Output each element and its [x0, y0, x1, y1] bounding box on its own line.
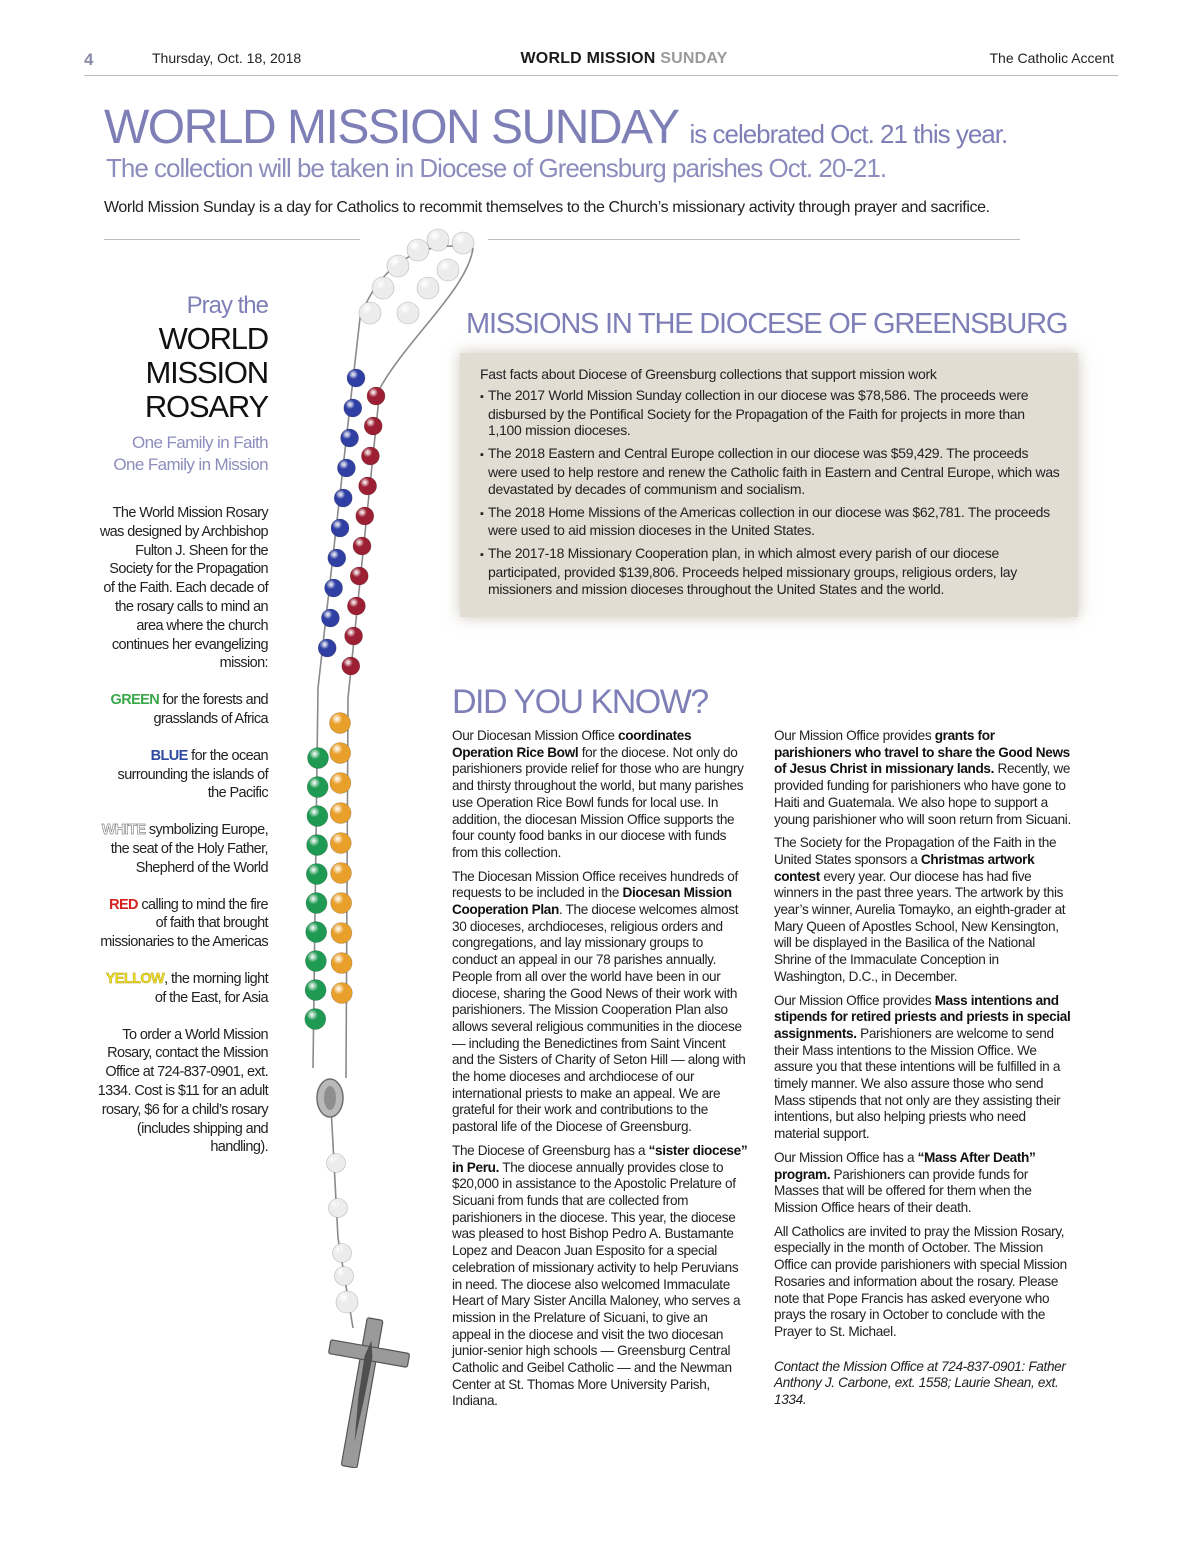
paragraph-text: Recently, we provided funding for parishioners who have gone to Haiti and Guatemala. We also hope to support a young parishioner who will soon return from Sicuani. — [774, 761, 1071, 827]
paragraph-text: every year. Our diocese has had five winners in the past three years. The artwork by this year’s winner, Aurelia Tomayko, an eighth-grader at Mary Queen of Apostles School, New Kensington, will be displayed in the Basilica of the National Shrine of the Immaculate Conception in Washington, D.C., in December. — [774, 868, 1066, 984]
paragraph-text: Our Mission Office provides — [774, 992, 935, 1008]
order-info: To order a World Mission Rosary, contact the Mission Office at 724-837-0901, ext. 1334. Cost is $11 for an adult rosary, $6 for a child’s rosary (includes shipping and handling). — [97, 1026, 268, 1156]
rosary-bead — [333, 1244, 352, 1263]
paragraph-text: Our Mission Office has a — [774, 1149, 918, 1165]
rosary-bead — [336, 1291, 358, 1313]
rosary-bead — [331, 953, 352, 974]
rosary-bead — [321, 609, 339, 627]
issue-date: Thursday, Oct. 18, 2018 — [152, 50, 302, 66]
rosary-bead — [330, 713, 351, 734]
paragraph-emphasis: Diocesan Mission Cooperation Plan — [452, 885, 732, 918]
rosary-bead — [330, 773, 351, 794]
rosary-bead — [350, 567, 368, 585]
rosary-bead — [341, 429, 359, 447]
rosary-bead — [305, 980, 326, 1001]
missions-title: MISSIONS IN THE DIOCESE OF GREENSBURG — [466, 308, 1068, 340]
paragraph-emphasis: coordinates Operation Rice Bowl — [452, 728, 692, 760]
rosary-bead — [328, 549, 346, 567]
rosary-sidebar — [96, 290, 268, 1157]
paragraph-text: Parishioners are welcome to send their Mass intentions to the Mission Office. We assure you that these intentions will be fulfilled in a timely manner. We also assure those who send Mass stipends that not only are they assisting their intentions, but also helping priests who need material support. — [774, 1025, 1061, 1142]
color-red-label: RED — [109, 896, 138, 913]
rosary-bead — [331, 983, 352, 1004]
tagline-line: One Family in Mission — [113, 455, 268, 474]
did-you-know-column-2 — [774, 728, 1072, 1416]
paragraph-emphasis: Mass intentions and stipends for retired priests and priests in special assignments. — [774, 992, 1071, 1041]
rosary-bead — [359, 302, 381, 324]
paragraph-text: The diocese annually provides close to $20,000 in assistance to the Apostolic Prelature of Sicuani from funds that are collected from parishioners in the diocese. This year, the diocese was pleased to host Bishop Pedro A. Bustamante Lopez and Deacon Juan Esposito for a special celebration of missionary activity to help Peruvians in need. The diocese also welcomed Immaculate Heart of Mary Sister Ancilla Maloney, who serves a mission in the Prelature of Sicuani, to give an appeal in the diocese and visit the two diocesan junior-senior high schools — Greensburg Central Catholic and Geibel Catholic — and the Newman Center at St. Thomas More University Parish, Indiana. — [452, 1159, 741, 1409]
paragraph-text: . The diocese welcomes almost 30 dioceses, archdioceses, religious orders and congregations, and lay missionary groups to conduct an appeal in our 78 parishes annually. People from all over the world have been in our diocese, sharing the Good News of their work with parishioners. The Mission Cooperation Plan also allows several religious communities in the diocese — including the Benedictines from Saint Vincent and the Sisters of Charity of Seton Hill — along with the home dioceses and archdiocese of our international priests to make an appeal. We are grateful for their work and contributions to the pastoral life of the Diocese of Greensburg. — [452, 902, 746, 1135]
fast-facts-box — [460, 353, 1078, 617]
paragraph-text: Our Mission Office provides — [774, 728, 935, 743]
rosary-bead — [331, 923, 352, 944]
color-white-text: symbolizing Europe, the seat of the Holy Father, Shepherd of the World — [110, 822, 268, 876]
rosary-bead — [306, 893, 327, 914]
paragraph-text: Parishioners can provide funds for Masses that will be offered for them when the Mission Office hears of their death. — [774, 1166, 1032, 1215]
article-paragraph — [774, 835, 1072, 985]
section-title-light: SUNDAY — [660, 50, 728, 67]
rosary-bead — [361, 447, 379, 465]
rosary-bead — [307, 835, 328, 856]
rosary-bead — [437, 259, 459, 281]
section-title-bold: WORLD MISSION — [520, 50, 656, 67]
rosary-bead — [356, 507, 374, 525]
page-title-main: WORLD MISSION SUNDAY — [104, 101, 678, 154]
fast-facts-intro: Fast facts about Diocese of Greensburg collections that support mission work — [480, 366, 937, 382]
rosary-bead — [359, 477, 377, 495]
rosary-bead — [306, 922, 327, 943]
rosary-bead — [330, 803, 351, 824]
contact-info: Contact the Mission Office at 724-837-0901: Father Anthony J. Carbone, ext. 1558; Laurie Shean, ext. 1334. — [774, 1358, 1066, 1408]
paragraph-text: for the diocese. Not only do parishioners provide relief for those who are hungry and thirsty throughout the world, but many parishes use Operation Rice Bowl funds for local use. In addition, the diocesan Mission Office supports the four county food banks in our diocese with funds from this collection. — [452, 744, 744, 860]
color-green-label: GREEN — [110, 692, 160, 709]
rosary-bead — [397, 302, 419, 324]
header-divider — [84, 75, 1118, 76]
paragraph-text: The Diocesan Mission Office receives hundreds of requests to be included in the — [452, 868, 738, 901]
rosary-bead — [307, 806, 328, 827]
color-white-label: WHITE — [101, 822, 146, 839]
rosary-bead — [347, 597, 365, 615]
page-subtitle: The collection will be taken in Diocese of Greensburg parishes Oct. 20-21. — [106, 153, 887, 183]
color-yellow-item — [96, 970, 268, 1008]
page-number: 4 — [84, 50, 94, 69]
color-red-item — [96, 896, 268, 952]
rosary-bead — [329, 1199, 348, 1218]
rosary-bead — [387, 255, 409, 277]
rosary-bead — [327, 1154, 346, 1173]
fast-fact-item: ▪ The 2017-18 Missionary Cooperation plan, in which almost every parish of our diocese participated, provided $139,806. Proceeds helped missionary groups, religious orders, lay missioners and mission dioceses throughout the United States and the world. — [480, 545, 1060, 597]
color-green-text: for the forests and grasslands of Africa — [153, 692, 268, 727]
intro-text: World Mission Sunday is a day for Catholics to recommit themselves to the Church’s missionary activity through prayer and sacrifice. — [104, 199, 990, 216]
article-paragraph — [452, 869, 748, 1136]
article-paragraph — [452, 1143, 748, 1410]
paragraph-text: Our Diocesan Mission Office — [452, 728, 618, 743]
rosary-bead — [372, 277, 394, 299]
rosary-bead — [407, 239, 429, 261]
rosary-bead — [337, 459, 355, 477]
rosary-bead — [331, 893, 352, 914]
article-paragraph — [774, 993, 1072, 1143]
paragraph-emphasis: grants for parishioners who travel to share the Good News of Jesus Christ in missionary lands. — [774, 728, 1070, 777]
rosary-bead — [417, 277, 439, 299]
did-you-know-column-1 — [452, 728, 748, 1417]
color-blue-text: for the ocean surrounding the islands of the Pacific — [117, 747, 268, 802]
rosary-bead — [305, 951, 326, 972]
rosary-title-line: MISSION — [145, 355, 268, 390]
rosary-bead — [367, 387, 385, 405]
did-you-know-title: DID YOU KNOW? — [452, 683, 708, 721]
tagline-line: One Family in Faith — [132, 433, 268, 452]
rosary-tagline — [96, 432, 268, 476]
rosary-bead — [308, 748, 329, 769]
rosary-bead — [347, 369, 365, 387]
rosary-bead — [306, 864, 327, 885]
fast-fact-item: ▪ The 2018 Home Missions of the Americas collection in our diocese was $62,781. The proceeds were used to aid mission dioceses in the United States. — [480, 504, 1060, 540]
paragraph-emphasis: Christmas artwork contest — [774, 851, 1035, 884]
color-blue-item — [96, 747, 268, 803]
divider-right — [488, 239, 1020, 240]
rosary-bead — [364, 417, 382, 435]
color-blue-label: BLUE — [150, 747, 188, 764]
rosary-description: The World Mission Rosary was designed by Archbishop Fulton J. Sheen for the Society for the Propagation of the Faith. Each decade of the rosary calls to mind an area where the church continues her evangelizing mission: — [99, 505, 268, 672]
article-paragraph — [774, 1224, 1072, 1341]
rosary-bead — [345, 627, 363, 645]
color-yellow-text: , the morning light of the East, for Asia — [154, 970, 268, 1006]
rosary-bead — [353, 537, 371, 555]
color-red-text: calling to mind the fire of faith that brought missionaries to the Americas — [100, 896, 268, 951]
color-yellow-label: YELLOW — [105, 970, 165, 987]
rosary-bead — [334, 489, 352, 507]
paragraph-text: The Society for the Propagation of the Faith in the United States sponsors a — [774, 835, 1057, 867]
rosary-bead — [330, 833, 351, 854]
color-green-item — [96, 691, 268, 729]
rosary-bead — [344, 399, 362, 417]
rosary-title-line: WORLD — [158, 321, 268, 356]
rosary-title-line: ROSARY — [144, 389, 268, 424]
article-paragraph — [452, 728, 748, 862]
paragraph-text: The Diocese of Greensburg has a — [452, 1142, 649, 1158]
paragraph-emphasis: “sister diocese” in Peru. — [452, 1142, 748, 1175]
pray-the-label: Pray the — [186, 292, 268, 319]
rosary-bead — [330, 743, 351, 764]
fast-fact-item: ▪ The 2017 World Mission Sunday collection in our diocese was $78,586. The proceeds were disbursed by the Pontifical Society for the Propagation of the Faith for projects in more than 1,100 mission dioceses. — [480, 387, 1060, 439]
rosary-bead — [318, 639, 336, 657]
rosary-bead — [331, 863, 352, 884]
rosary-bead — [305, 1009, 326, 1030]
rosary-bead — [427, 229, 449, 251]
rosary-bead — [342, 657, 360, 675]
page-title-suffix: is celebrated Oct. 21 this year. — [689, 119, 1008, 149]
publication-name: The Catholic Accent — [989, 50, 1114, 66]
article-paragraph — [774, 1150, 1072, 1217]
rosary-bead — [452, 232, 474, 254]
color-white-item — [96, 821, 268, 877]
paragraph-text: All Catholics are invited to pray the Mission Rosary, especially in the month of October. The Mission Office can provide parishioners with special Mission Rosaries and information about the rosary. Please note that Pope Francis has asked everyone who prays the rosary in October to conclude with the Prayer to St. Michael. — [774, 1223, 1067, 1339]
fast-fact-item: ▪ The 2018 Eastern and Central Europe collection in our diocese was $59,429. The proceeds were used to help restore and renew the Catholic faith in Eastern and Central Europe, which was devastated by decades of communism and socialism. — [480, 445, 1060, 497]
rosary-bead — [335, 1267, 354, 1286]
article-paragraph — [774, 728, 1072, 828]
rosary-bead — [331, 519, 349, 537]
rosary-bead — [307, 777, 328, 798]
crucifix-icon — [310, 1312, 415, 1468]
rosary-bead — [325, 579, 343, 597]
paragraph-emphasis: “Mass After Death” program. — [774, 1149, 1036, 1182]
